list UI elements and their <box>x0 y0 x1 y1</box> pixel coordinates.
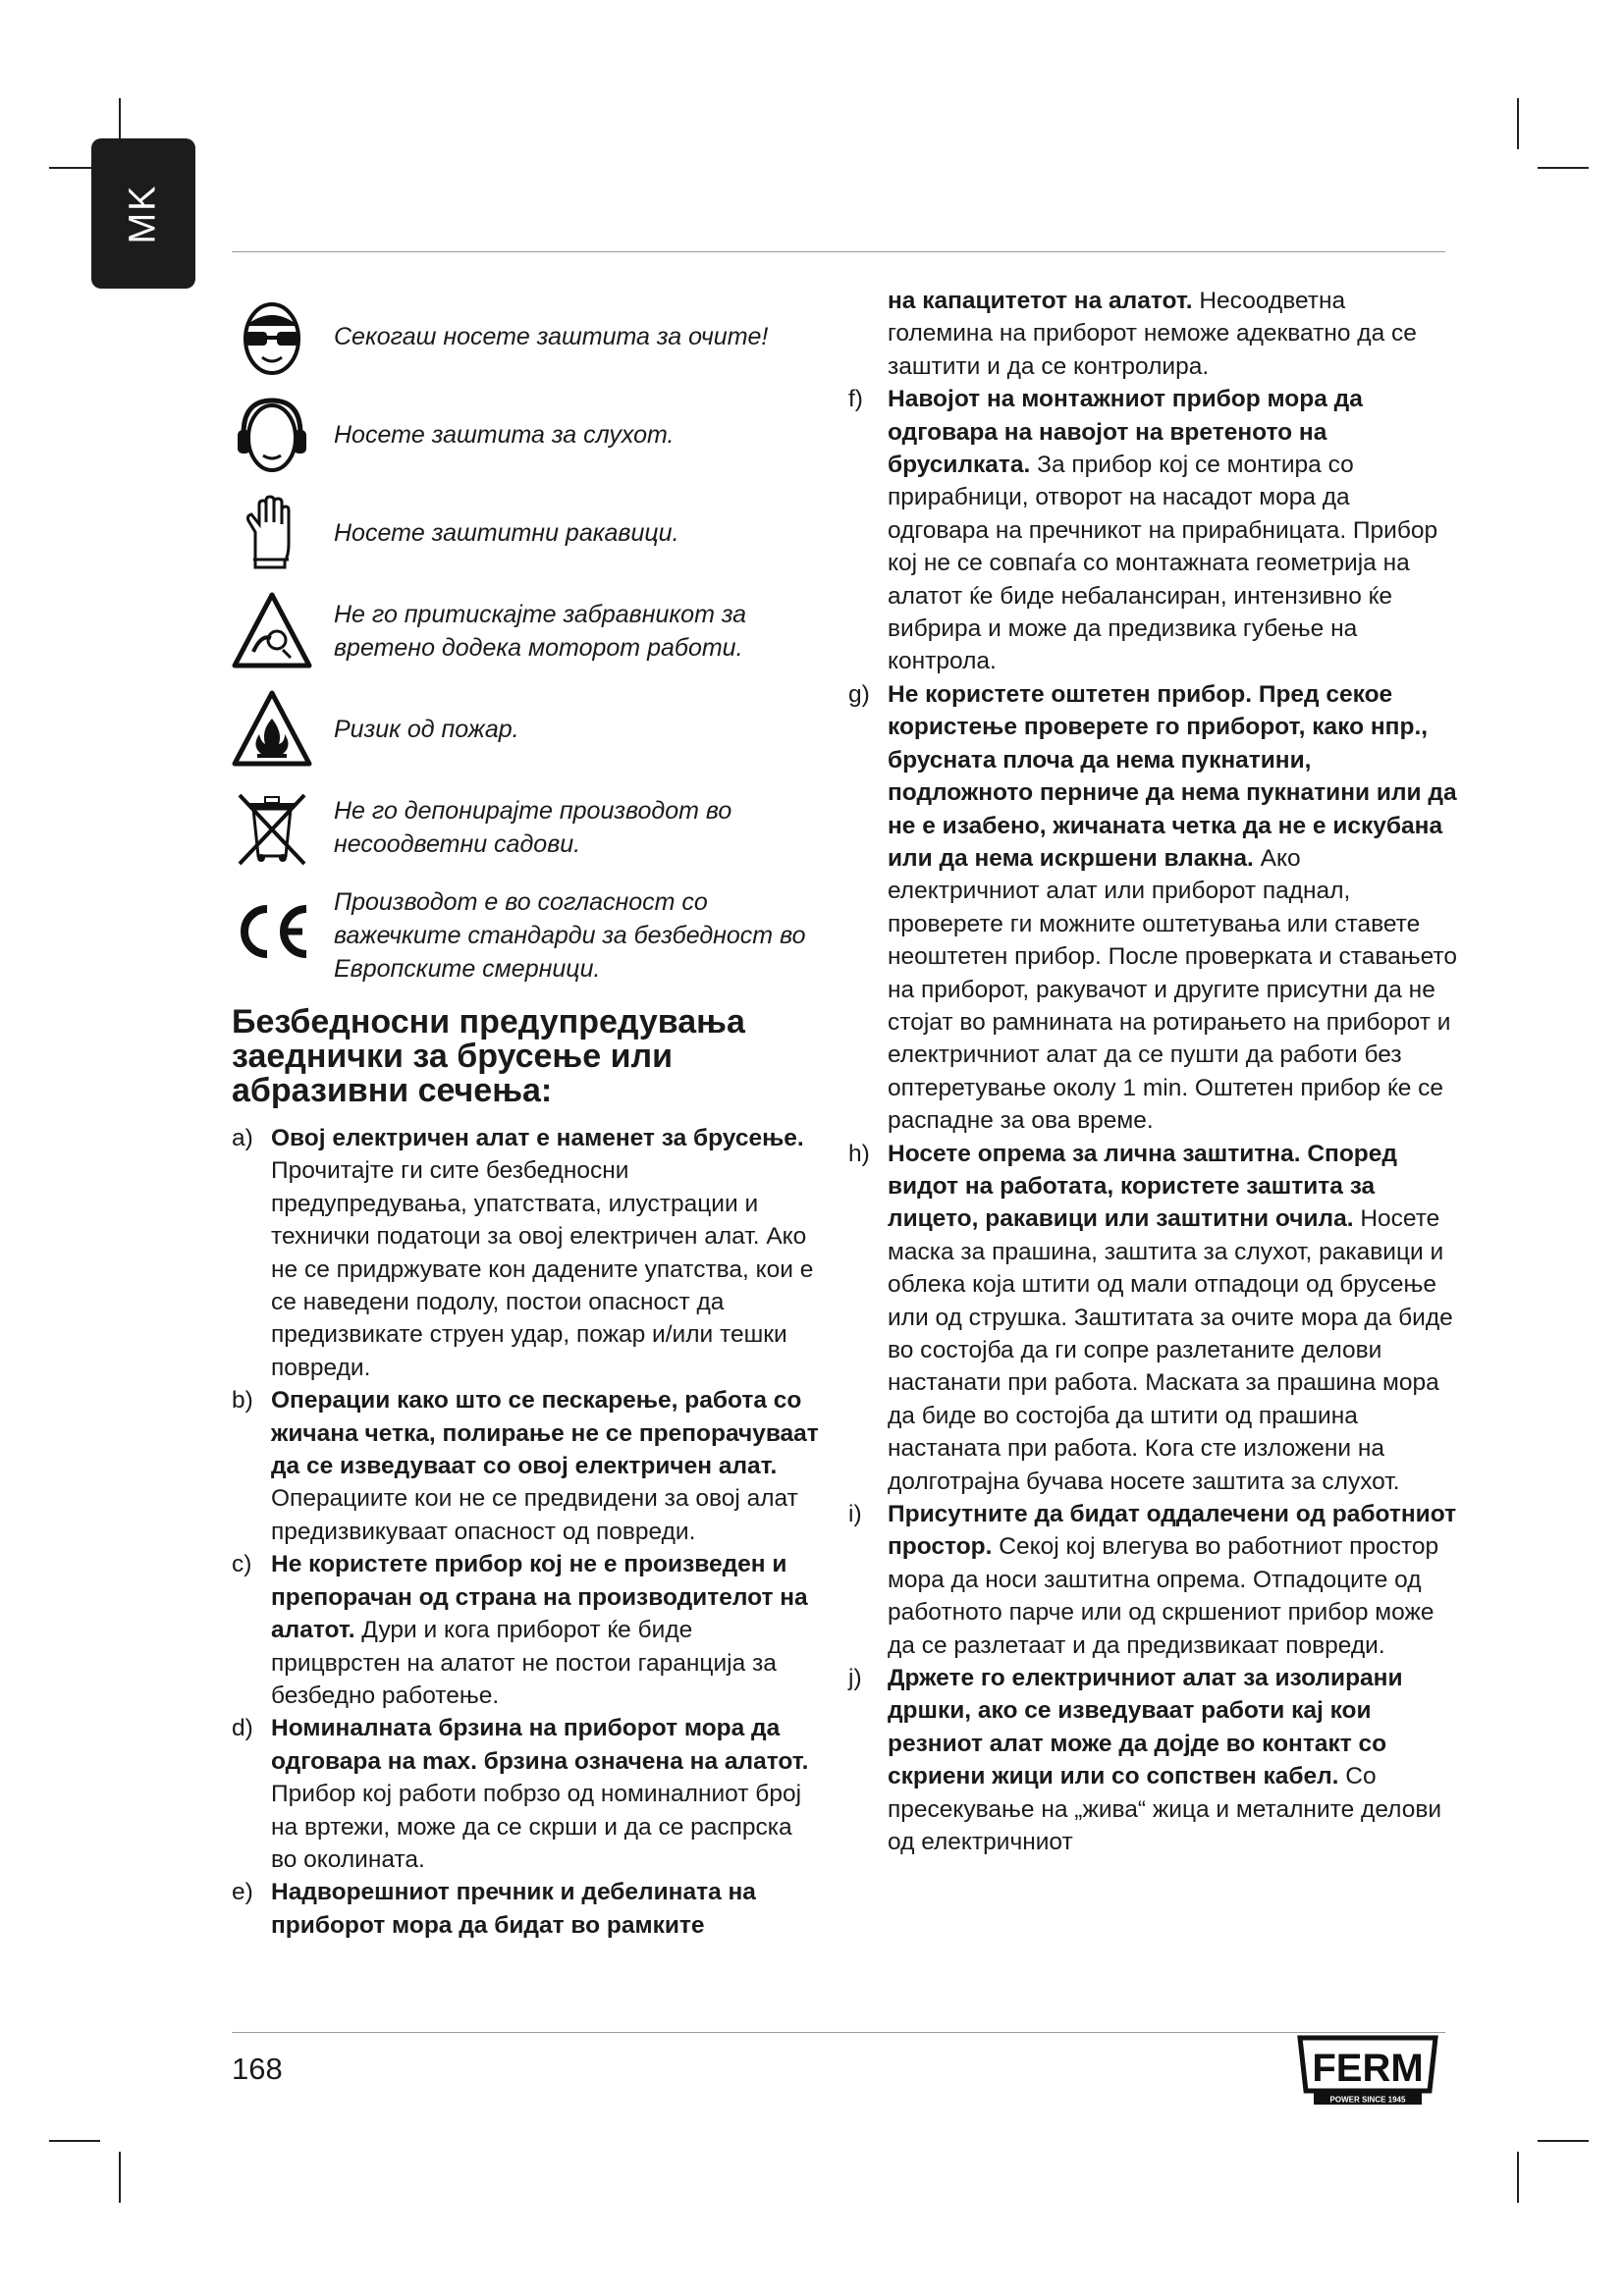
list-item <box>848 1138 1457 1498</box>
item-label: a) <box>232 1125 253 1151</box>
ear-protection-icon <box>232 395 312 475</box>
item-text: Прибор кој работи побрзо од номиналниот број на вртежи, може да се скрши и да се распрска во околината. <box>271 1781 802 1873</box>
fire-risk-icon <box>232 689 312 770</box>
page-number: 168 <box>232 2052 283 2086</box>
symbol-row <box>232 787 821 868</box>
item-bold: Операции како што се пескарење, работа со жичана четка, полирање не се препорачуваат да се изведуваат со овој електричен алат. <box>271 1387 819 1480</box>
footer-rule <box>232 2032 1445 2033</box>
header-rule <box>232 251 1445 252</box>
item-body <box>888 1138 1457 1498</box>
list-item <box>848 383 1457 678</box>
item-text: Операциите кои не се предвидени за овој алат предизвикуваат опасност од повреди. <box>271 1485 798 1545</box>
symbol-row <box>232 395 821 475</box>
item-text: Секој кој влегува во работниот простор мора да носи заштитна опрема. Отпадоците од работното парче или од скршениот прибор може да се разлетаат и да предизвикаат повреди. <box>888 1533 1439 1659</box>
crop-mark <box>49 2140 100 2142</box>
symbol-text: Не го депонирајте производот во несоодветни садови. <box>334 797 732 858</box>
item-bold: Навојот на монтажниот прибор мора да одговара на навојот на вретеното на брусилката. <box>888 386 1363 479</box>
language-tab <box>91 138 195 289</box>
crop-mark <box>1538 2140 1589 2142</box>
item-label: j) <box>848 1665 862 1692</box>
item-bold: Номиналната брзина на приборот мора да одговара на max. брзина означена на алатот. <box>271 1715 809 1775</box>
list-item <box>848 1498 1457 1662</box>
symbol-text: Ризик од пожар. <box>334 716 519 743</box>
section-heading: Безбедносни предупредувања заеднички за брусење или абразивни сечења: <box>232 1003 745 1109</box>
symbol-text: Носете заштитни ракавици. <box>334 519 679 547</box>
symbol-row <box>232 296 821 377</box>
item-bold: Надворешниот пречник и дебелината на приборот мора да бидат во рамките <box>271 1879 756 1939</box>
symbol-row <box>232 689 821 770</box>
item-label: e) <box>232 1879 253 1906</box>
item-bold: на капацитетот на алатот. <box>888 288 1193 314</box>
item-continuation <box>848 285 1457 383</box>
item-label: c) <box>232 1551 252 1578</box>
item-body <box>888 1498 1457 1662</box>
list-item <box>848 678 1457 1138</box>
item-text: Прочитајте ги сите безбедносни предупредувања, упатствата, илустрации и технички податоци за овој електричен алат. Ако не се придржувате кон дадените упатства, кои е се наведени подолу, постои опасност да предизвикате струен удар, пожар и/или тешки повреди. <box>271 1157 814 1381</box>
symbol-text: Не го притискајте забравникот за вретено додека моторот работи. <box>334 601 747 662</box>
item-body <box>888 678 1457 1138</box>
symbol-text: Производот е во согласност со важечките стандарди за безбедност во Европските смерници. <box>334 888 806 983</box>
crop-mark <box>1517 2152 1519 2203</box>
item-text: Ако електричниот алат или приборот паднал, проверете ги можните оштетувања или ставете неоштетен прибор. После проверката и ставањето на приборот, ракувачот и другите присутни да не стојат во рамнината на ротирањето на приборот и електричниот алат да се пушти да работи без оптеретување околу 1 min. Оштетен прибор ќе се распадне за ова време. <box>888 844 1457 1135</box>
item-label: i) <box>848 1501 862 1528</box>
item-body <box>888 383 1457 678</box>
symbol-row <box>232 591 821 671</box>
item-bold: Носете опрема за лична заштитна. Според видот на работата, користете заштита за лицето, ракавици или заштитни очила. <box>888 1140 1397 1233</box>
item-text: Со пресекување на „жива“ жица и металните делови од електричниот <box>888 1763 1442 1856</box>
symbol-row <box>232 885 821 986</box>
left-column <box>232 285 821 1942</box>
item-text: Дури и кога приборот ќе биде прицврстен на алатот не постои гаранција за безбедно работење. <box>271 1617 777 1709</box>
safety-glasses-icon <box>232 296 312 377</box>
item-label: g) <box>848 680 870 708</box>
item-bold: Овој електричен алат е наменет за брусење. <box>271 1125 804 1151</box>
list-item <box>232 1876 821 1942</box>
list-item <box>232 1712 821 1876</box>
logo-tagline: POWER SINCE 1945 <box>1329 2095 1406 2105</box>
crop-mark <box>1517 98 1519 149</box>
list-item <box>232 1384 821 1548</box>
item-text: Несоодветна големина на приборот неможе адекватно да се заштити и да се контролира. <box>888 288 1417 380</box>
spindle-lock-warning-icon <box>232 591 312 671</box>
symbol-row <box>232 493 821 573</box>
ferm-logo <box>1294 2034 1441 2107</box>
symbol-text: Секогаш носете заштита за очите! <box>334 323 769 350</box>
item-body <box>888 1662 1457 1858</box>
gloves-icon <box>232 493 312 573</box>
item-label: b) <box>232 1387 253 1415</box>
list-item <box>232 1122 821 1384</box>
logo-brand: FERM <box>1312 2047 1424 2090</box>
crop-mark <box>1538 167 1589 169</box>
crop-mark <box>119 2152 121 2203</box>
item-bold: Не користете прибор кој не е произведен и препорачан од страна на производителот на алатот. <box>271 1551 808 1644</box>
item-label: h) <box>848 1140 870 1167</box>
item-label: f) <box>848 386 863 413</box>
list-item <box>848 1662 1457 1858</box>
item-body <box>271 1712 821 1876</box>
crossed-bin-icon <box>232 787 312 868</box>
right-column <box>848 285 1457 1859</box>
ce-mark-icon <box>232 891 312 972</box>
item-body <box>271 1122 821 1384</box>
item-body <box>271 1384 821 1548</box>
list-item <box>232 1548 821 1712</box>
item-bold: Присутните да бидат оддалечени од работниот простор. <box>888 1501 1457 1561</box>
item-bold: Држете го електричниот алат за изолирани дршки, ако се изведуваат работи кај кои резниот алат може да дојде во контакт со скриени жици или со сопствен кабел. <box>888 1665 1403 1790</box>
item-text: За прибор кој се монтира со прирабници, отворот на насадот мора да одговара на пречникот на прирабницата. Прибор кој не се совпаѓа со монтажната геометрија на алатот ќе биде небалансиран, интензивно ќе вибрира и може да предизвика губење на контрола. <box>888 452 1438 675</box>
symbol-text: Носете заштита за слухот. <box>334 421 675 449</box>
item-text: Носете маска за прашина, заштита за слухот, ракавици и облека која штити од мали отпадоци од брусење или од струшка. Заштитата за очите мора да биде во состојба да ги сопре разлетаните делови настанати при работа. Маската за прашина мора да биде во состојба да штити од прашина настаната при работа. Кога сте изложени на долготрајна бучава носете заштита за слухот. <box>888 1205 1453 1495</box>
item-body <box>271 1876 821 1942</box>
language-code: MK <box>122 184 164 243</box>
item-bold: Не користете оштетен прибор. Пред секое користење проверете го приборот, како нпр., брусната плоча да нема пукнатини, подложното перниче да нема пукнатини или да не е изабено, жичаната четка да не е искубана или да нема искршени влакна. <box>888 680 1457 872</box>
item-label: d) <box>232 1715 253 1742</box>
item-body <box>271 1548 821 1712</box>
